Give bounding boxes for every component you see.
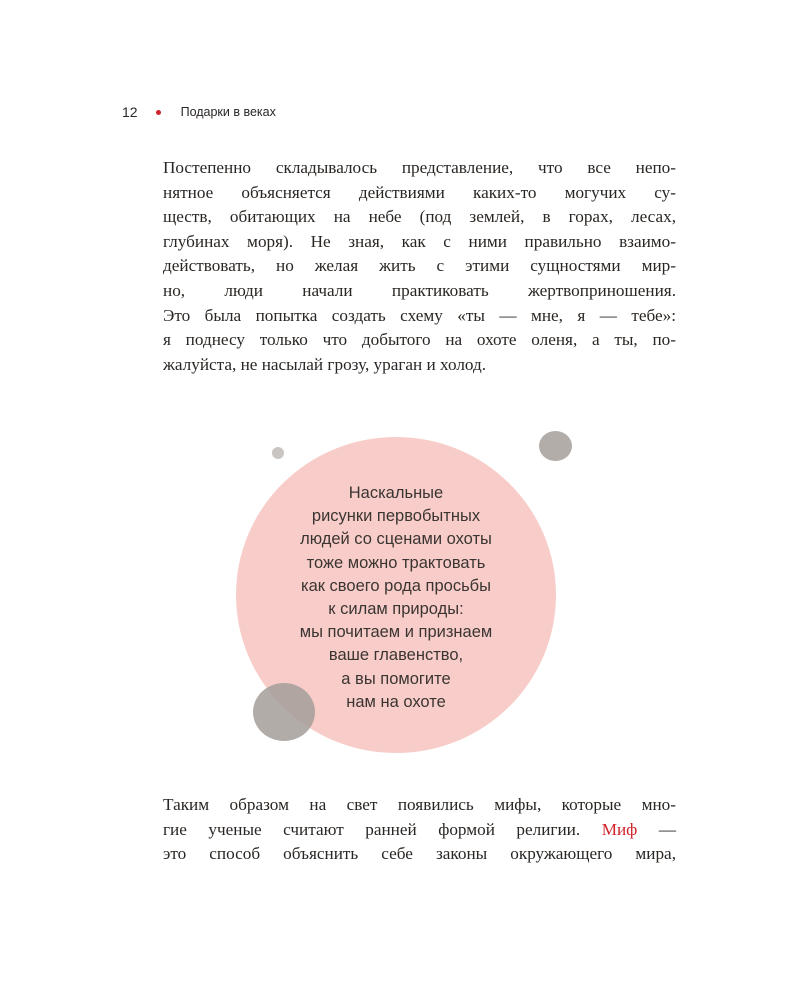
text-line: жалуйста, не насылай грозу, ураган и холод. xyxy=(163,354,487,374)
callout-line: мы почитаем и признаем xyxy=(299,623,493,642)
running-header xyxy=(122,101,276,123)
text-line: но, люди начали практиковать жертвоприношения. xyxy=(163,280,676,300)
text-fragment: гие ученые считают ранней формой религии. xyxy=(163,819,602,839)
callout-line: рисунки первобытных xyxy=(311,507,481,526)
callout-line: нам на охоте xyxy=(346,692,446,711)
text-line: Постепенно складывалось представление, что все непо- xyxy=(163,158,676,177)
callout-line: тоже можно трактовать xyxy=(306,553,486,572)
text-line: действовать, но желая жить с этими сущностями мир- xyxy=(163,256,676,276)
callout-line: а вы помогите xyxy=(341,669,451,688)
callout-line: Наскальные xyxy=(348,484,444,502)
callout-line: ваше главенство, xyxy=(328,646,464,665)
callout-line: людей со сценами охоты xyxy=(300,530,492,549)
highlighted-term: Миф xyxy=(601,819,638,839)
paragraph-intro xyxy=(163,156,676,377)
bullet-dot-icon xyxy=(156,110,161,115)
text-line: нятное объясняется действиями каких-то могучих су- xyxy=(163,182,676,202)
callout-line: как своего рода просьбы xyxy=(301,576,491,595)
text-line: это способ объяснить себе законы окружающего мира, xyxy=(163,844,676,864)
text-line: я поднесу только что добытого на охоте оленя, а ты, по- xyxy=(163,330,676,350)
decorative-grey-circle-top xyxy=(539,431,572,461)
text-line: ществ, обитающих на небе (под землей, в горах, лесах, xyxy=(163,207,676,227)
callout-line: к силам природы: xyxy=(328,600,464,619)
text-line: Это была попытка создать схему «ты — мне, я — тебе»: xyxy=(163,305,676,325)
text-line: глубинах моря). Не зная, как с ними правильно взаимо- xyxy=(163,231,676,251)
section-title: Подарки в веках xyxy=(180,105,276,119)
callout-quote xyxy=(256,482,536,714)
paragraph-myths xyxy=(163,793,676,867)
text-line: Таким образом на свет появились мифы, которые мно- xyxy=(163,795,676,814)
page-number: 12 xyxy=(122,104,138,120)
text-fragment: — xyxy=(637,819,677,839)
text-line-with-term xyxy=(163,818,676,843)
decorative-small-grey-dot xyxy=(272,447,284,459)
